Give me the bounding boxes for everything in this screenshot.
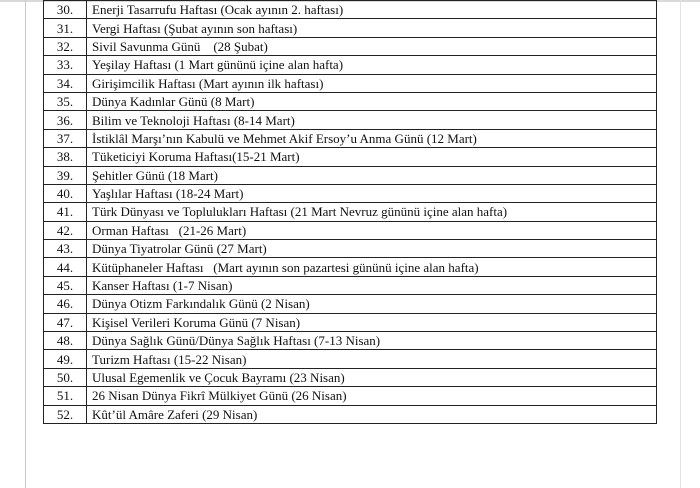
table-row	[44, 221, 657, 239]
table-row	[44, 37, 657, 55]
row-number: 33.	[44, 56, 87, 74]
row-number: 34.	[44, 74, 87, 92]
row-number: 42.	[44, 221, 87, 239]
event-name: İstiklâl Marşı’nın Kabulü ve Mehmet Akif Ersoy’u Anma Günü (12 Mart)	[87, 129, 657, 147]
row-number: 40.	[44, 184, 87, 202]
table-row	[44, 350, 657, 368]
table-row	[44, 332, 657, 350]
table-row	[44, 148, 657, 166]
table-row	[44, 313, 657, 331]
event-name: Yeşilay Haftası (1 Mart gününü içine alan hafta)	[87, 56, 657, 74]
table-row	[44, 258, 657, 276]
event-name: Vergi Haftası (Şubat ayının son haftası)	[87, 19, 657, 37]
row-number: 50.	[44, 368, 87, 386]
table-row	[44, 129, 657, 147]
event-name: Dünya Sağlık Günü/Dünya Sağlık Haftası (7-13 Nisan)	[87, 332, 657, 350]
event-name: Dünya Kadınlar Günü (8 Mart)	[87, 92, 657, 110]
table-row	[44, 92, 657, 110]
row-number: 37.	[44, 129, 87, 147]
table-row	[44, 295, 657, 313]
row-number: 44.	[44, 258, 87, 276]
event-name: Turizm Haftası (15-22 Nisan)	[87, 350, 657, 368]
table-row	[44, 56, 657, 74]
row-number: 30.	[44, 1, 87, 19]
row-number: 48.	[44, 332, 87, 350]
row-number: 49.	[44, 350, 87, 368]
row-number: 39.	[44, 166, 87, 184]
row-number: 35.	[44, 92, 87, 110]
row-number: 38.	[44, 148, 87, 166]
table-row	[44, 74, 657, 92]
event-name: Orman Haftası (21-26 Mart)	[87, 221, 657, 239]
commemorative-days-table	[43, 0, 657, 424]
table-row	[44, 1, 657, 19]
row-number: 36.	[44, 111, 87, 129]
table-row	[44, 111, 657, 129]
row-number: 45.	[44, 276, 87, 294]
table-row	[44, 387, 657, 405]
event-name: 26 Nisan Dünya Fikrî Mülkiyet Günü (26 Nisan)	[87, 387, 657, 405]
event-name: Kütüphaneler Haftası (Mart ayının son pazartesi gününü içine alan hafta)	[87, 258, 657, 276]
event-name: Şehitler Günü (18 Mart)	[87, 166, 657, 184]
row-number: 52.	[44, 405, 87, 423]
event-name: Enerji Tasarrufu Haftası (Ocak ayının 2. haftası)	[87, 1, 657, 19]
table-row	[44, 240, 657, 258]
table-row	[44, 19, 657, 37]
event-name: Ulusal Egemenlik ve Çocuk Bayramı (23 Nisan)	[87, 368, 657, 386]
event-name: Girişimcilik Haftası (Mart ayının ilk haftası)	[87, 74, 657, 92]
row-number: 47.	[44, 313, 87, 331]
table-row	[44, 276, 657, 294]
event-name: Türk Dünyası ve Toplulukları Haftası (21 Mart Nevruz gününü içine alan hafta)	[87, 203, 657, 221]
row-number: 46.	[44, 295, 87, 313]
page-left-edge	[25, 0, 26, 488]
event-name: Sivil Savunma Günü (28 Şubat)	[87, 37, 657, 55]
table-row	[44, 184, 657, 202]
event-name: Yaşlılar Haftası (18-24 Mart)	[87, 184, 657, 202]
table-row	[44, 166, 657, 184]
row-number: 43.	[44, 240, 87, 258]
row-number: 41.	[44, 203, 87, 221]
table-row	[44, 368, 657, 386]
table-row	[44, 405, 657, 423]
event-name: Kanser Haftası (1-7 Nisan)	[87, 276, 657, 294]
event-name: Dünya Tiyatrolar Günü (27 Mart)	[87, 240, 657, 258]
event-name: Kişisel Verileri Koruma Günü (7 Nisan)	[87, 313, 657, 331]
event-name: Dünya Otizm Farkındalık Günü (2 Nisan)	[87, 295, 657, 313]
table-row	[44, 203, 657, 221]
row-number: 31.	[44, 19, 87, 37]
event-name: Kût’ül Amâre Zaferi (29 Nisan)	[87, 405, 657, 423]
event-name: Tüketiciyi Koruma Haftası(15-21 Mart)	[87, 148, 657, 166]
row-number: 51.	[44, 387, 87, 405]
row-number: 32.	[44, 37, 87, 55]
page-right-edge	[680, 0, 681, 488]
event-name: Bilim ve Teknoloji Haftası (8-14 Mart)	[87, 111, 657, 129]
